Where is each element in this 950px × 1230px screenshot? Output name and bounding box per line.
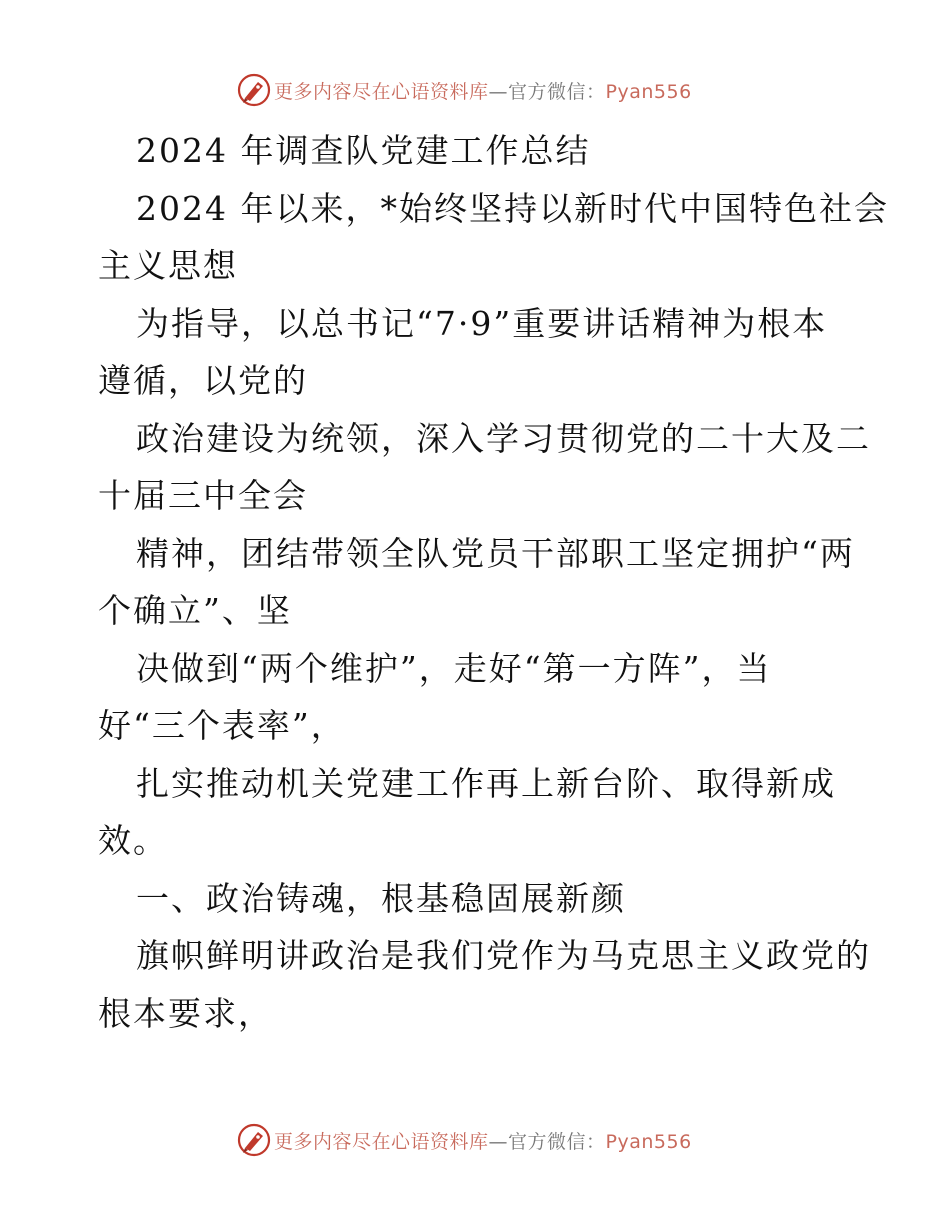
watermark-official-label: 官方微信：: [508, 1130, 606, 1153]
pen-nib-logo-icon: [236, 72, 272, 108]
footer-watermark: [236, 1120, 692, 1160]
header-watermark: [236, 70, 692, 110]
document-line: 决做到“两个维护”，走好“第一方阵”，当: [136, 648, 772, 688]
document-line: 遵循，以党的: [98, 361, 308, 400]
document-line: 效。: [98, 821, 168, 860]
watermark-dash: —: [488, 1130, 509, 1153]
watermark-wechat-id: Pyan556: [605, 80, 692, 103]
document-line: 为指导，以总书记“7·9”重要讲话精神为根本: [136, 303, 828, 343]
document-line: 扎实推动机关党建工作再上新台阶、取得新成: [136, 763, 836, 803]
watermark-dash: —: [488, 80, 509, 103]
document-line: 2024 年以来，*始终坚持以新时代中国特色社会: [136, 188, 889, 228]
watermark-official-label: 官方微信：: [508, 80, 606, 103]
document-line: 一、政治铸魂，根基稳固展新颜: [136, 878, 626, 918]
pen-nib-logo-icon: [236, 1122, 272, 1158]
document-line: 精神，团结带领全队党员干部职工坚定拥护“两: [136, 533, 855, 573]
document-line: 政治建设为统领，深入学习贯彻党的二十大及二: [136, 418, 871, 458]
document-body: [98, 122, 889, 1042]
watermark-main-text: 更多内容尽在心语资料库: [274, 1130, 489, 1153]
document-line: 个确立”、坚: [98, 591, 292, 630]
document-line: 主义思想: [98, 246, 238, 285]
document-line: 旗帜鲜明讲政治是我们党作为马克思主义政党的: [136, 936, 871, 975]
document-line: 2024 年调查队党建工作总结: [136, 131, 591, 170]
watermark-wechat-id: Pyan556: [605, 1130, 692, 1153]
watermark-main-text: 更多内容尽在心语资料库: [274, 80, 489, 103]
document-line: 好“三个表率”，: [98, 706, 346, 745]
document-line: 十届三中全会: [98, 476, 308, 515]
document-line: 根本要求，: [98, 993, 273, 1033]
